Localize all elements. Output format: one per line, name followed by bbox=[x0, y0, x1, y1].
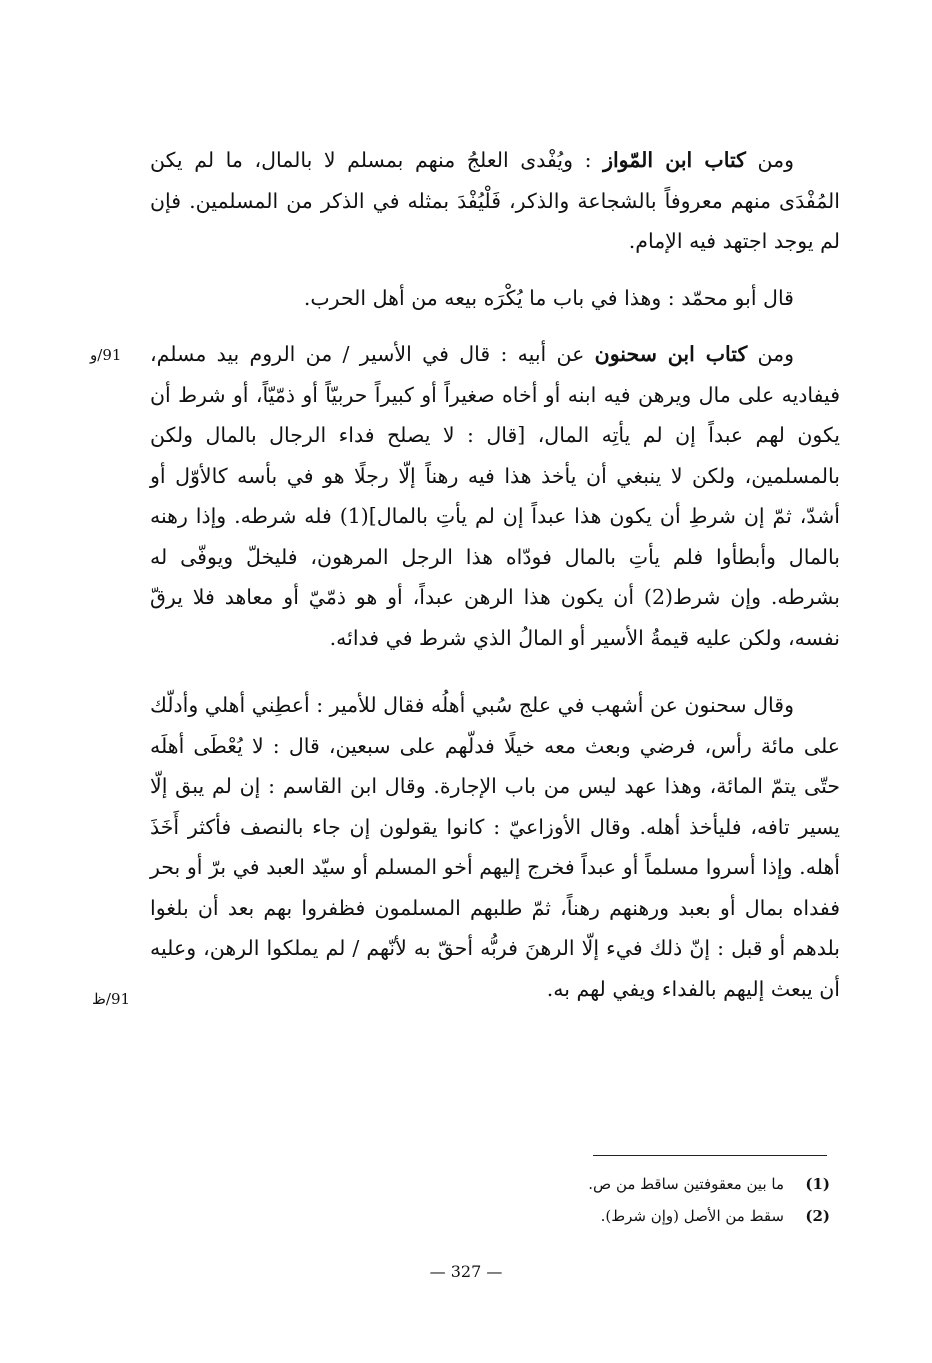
para-1-text: : ويُفْدى العلجُ منهم بمسلم لا بالمال، ما لم يكن المُفْدَى منهم معروفاً بالشجاعة والذكر، فَلْيُفْدَ بمثله في الذكر من المسلمين. فإن لم يوجد اجتهد فيه الإمام. bbox=[150, 148, 840, 253]
footnote-1-text: ما بين معقوفتين ساقط من ص. bbox=[588, 1175, 784, 1193]
para-3-pre: ومن bbox=[747, 342, 794, 366]
paragraph-2 bbox=[150, 278, 840, 319]
margin-note-folio-recto: 91/و bbox=[90, 346, 122, 364]
footnote-2 bbox=[510, 1204, 830, 1228]
footnote-2-text: سقط من الأصل (وإن شرط). bbox=[600, 1207, 784, 1225]
para-2-text: قال أبو محمّد : وهذا في باب ما يُكْرَه بيعه من أهل الحرب. bbox=[303, 286, 794, 310]
paragraph-1 bbox=[150, 140, 840, 262]
page-number: — 327 — bbox=[429, 1262, 503, 1281]
para-3-text: عن أبيه : قال في الأسير / من الروم بيد مسلم، فيفاديه على مال ويرهن فيه ابنه أو أخاه صغيراً أو كبيراً حربيّاً أو ذمّيّاً، أو شرط أن يكون لهم عبداً إن لم يأتِه المال، [قال : لا يصلح فداء الرجال بالمال ولكن بالمسلمين، ولكن لا ينبغي أن يأخذ هذا فيه رهناً إلّا رجلًا هو في بأسه كالأوّل أو أشدّ، ثمّ إن شرطِ أن يكون هذا عبداً إن لم يأتِ بالمال](1) فله شرطه. وإذا رهنه بالمال وأبطأوا فلم يأتِ بالمال فودّاه هذا الرجل المرهون، فليخلّ ويوفّى له بشرطه. وإن شرط(2) أن يكون هذا الرهن عبداً، أو هو ذمّيّ أو معاهد فلا يرقّ نفسه، ولكن عليه قيمةُ الأسير أو المالُ الذي شرط في فدائه. bbox=[150, 342, 840, 650]
para-1-pre: ومن bbox=[745, 148, 794, 172]
para-4-text: وقال سحنون عن أشهب في علج سُبي أهلُه فقال للأمير : أعطِني أهلي وأدلّك على مائة رأس، فرضي وبعث معه خيلًا فدلّهم على سبعين، قال : لا يُعْطَى أهلَه حتّى يتمّ المائة، وهذا عهد ليس من باب الإجارة. وقال ابن القاسم : إن لم يبق إلّا يسير تافه، فليأخذ أهله. وقال الأوزاعيّ : كانوا يقولون إن جاء بالنصف فأكثر أَخَذَ أهله. وإذا أسروا مسلماً أو عبداً فخرج إليهم أخو المسلم أو سيّد العبد في برّ أو بحر ففداه بمال أو بعبد ورهنهم رهناً، ثمّ طلبهم المسلمون فظفروا بهم بعد أن بلغوا بلدهم أو قبل : إنّ ذلك فيء إلّا الرهنَ فربُّه أحقّ به لأنّهم / لم يملكوا الرهن، وعليه أن يبعث إليهم بالفداء ويفي لهم به. bbox=[150, 693, 840, 1001]
footnote-divider bbox=[593, 1155, 827, 1156]
footnote-1-number: (1) bbox=[805, 1175, 830, 1193]
paragraph-4 bbox=[150, 685, 840, 1009]
para-1-source: كتاب ابن المّواز bbox=[603, 148, 746, 172]
footnote-1 bbox=[510, 1172, 830, 1196]
para-3-source: كتاب ابن سحنون bbox=[594, 342, 748, 366]
paragraph-3 bbox=[150, 334, 840, 658]
footnote-2-number: (2) bbox=[805, 1207, 830, 1225]
margin-note-folio-verso: 91/ظ bbox=[92, 990, 131, 1008]
